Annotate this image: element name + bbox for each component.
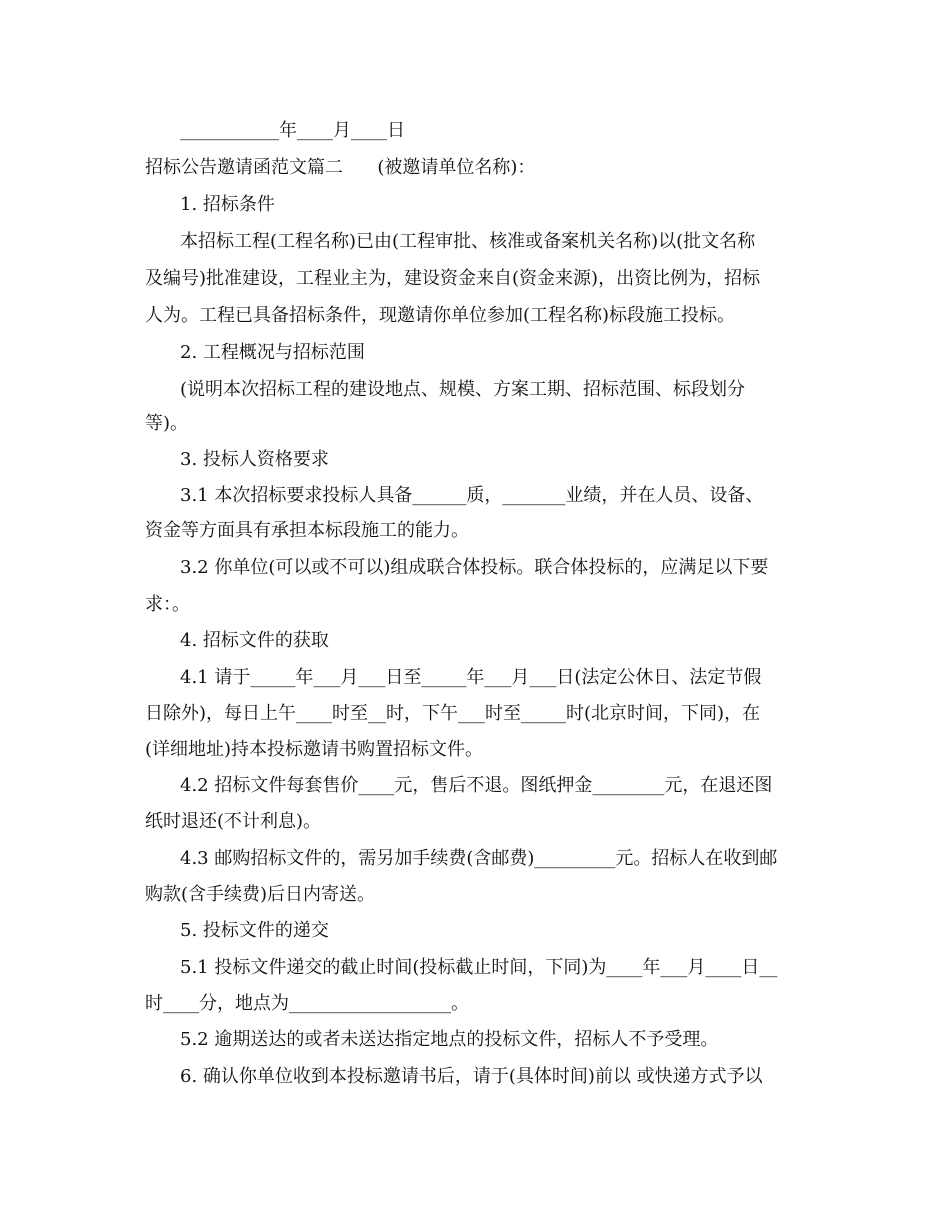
paragraph-line: 4.1 请于_____年___月___日至_____年___月___日(法定公休日、法定节假 bbox=[180, 667, 762, 688]
paragraph-line: 4.3 邮购招标文件的，需另加手续费(含邮费)_________元。招标人在收到邮 bbox=[180, 848, 778, 869]
paragraph-line: 及编号)批准建设，工程业主为，建设资金来自(资金来源)，出资比例为，招标 bbox=[145, 268, 761, 289]
paragraph-line: (说明本次招标工程的建设地点、规模、方案工期、招标范围、标段划分 bbox=[180, 379, 746, 400]
section-heading-5: 5. 投标文件的递交 bbox=[180, 920, 329, 941]
paragraph-line: 本招标工程(工程名称)已由(工程审批、核准或备案机关名称)以(批文名称 bbox=[180, 231, 756, 252]
paragraph-line: 3.1 本次招标要求投标人具备______质，_______业绩，并在人员、设备、 bbox=[180, 485, 764, 506]
paragraph-line: 纸时退还(不计利息)。 bbox=[145, 811, 322, 832]
paragraph-line: 等)。 bbox=[145, 413, 189, 434]
paragraph-line: 资金等方面具有承担本标段施工的能力。 bbox=[145, 520, 469, 541]
paragraph-line: 人为。工程已具备招标条件，现邀请你单位参加(工程名称)标段施工投标。 bbox=[145, 305, 736, 326]
paragraph-line: 日除外)，每日上午____时至__时，下午___时至_____时(北京时间，下同)，在 bbox=[145, 703, 761, 724]
section-heading-1: 1. 招标条件 bbox=[180, 194, 275, 215]
paragraph-line: 5.2 逾期送达的或者未送达指定地点的投标文件，招标人不予受理。 bbox=[180, 1029, 719, 1050]
paragraph-line: 4.2 招标文件每套售价____元，售后不退。图纸押金________元，在退还图 bbox=[180, 775, 773, 796]
paragraph-line: 3.2 你单位(可以或不可以)组成联合体投标。联合体投标的，应满足以下要 bbox=[180, 557, 769, 578]
section-heading-4: 4. 招标文件的获取 bbox=[180, 630, 329, 651]
paragraph-line: 求：。 bbox=[145, 594, 190, 615]
paragraph-line: 时____分，地点为__________________。 bbox=[145, 993, 469, 1014]
paragraph-line: 5.1 投标文件递交的截止时间(投标截止时间，下同)为____年___月____日__ bbox=[180, 957, 778, 978]
paragraph-line: (详细地址)持本投标邀请书购置招标文件。 bbox=[145, 739, 484, 760]
paragraph-line: 6. 确认你单位收到本投标邀请书后，请于(具体时间)前以 或快递方式予以 bbox=[180, 1066, 763, 1087]
section-heading-3: 3. 投标人资格要求 bbox=[180, 449, 329, 470]
paragraph-line: 购款(含手续费)后日内寄送。 bbox=[145, 884, 376, 905]
section-heading-2: 2. 工程概况与招标范围 bbox=[180, 342, 365, 363]
document-title: 招标公告邀请函范文篇二 (被邀请单位名称)： bbox=[145, 157, 536, 178]
date-line: ___________年____月____日 bbox=[180, 120, 405, 141]
